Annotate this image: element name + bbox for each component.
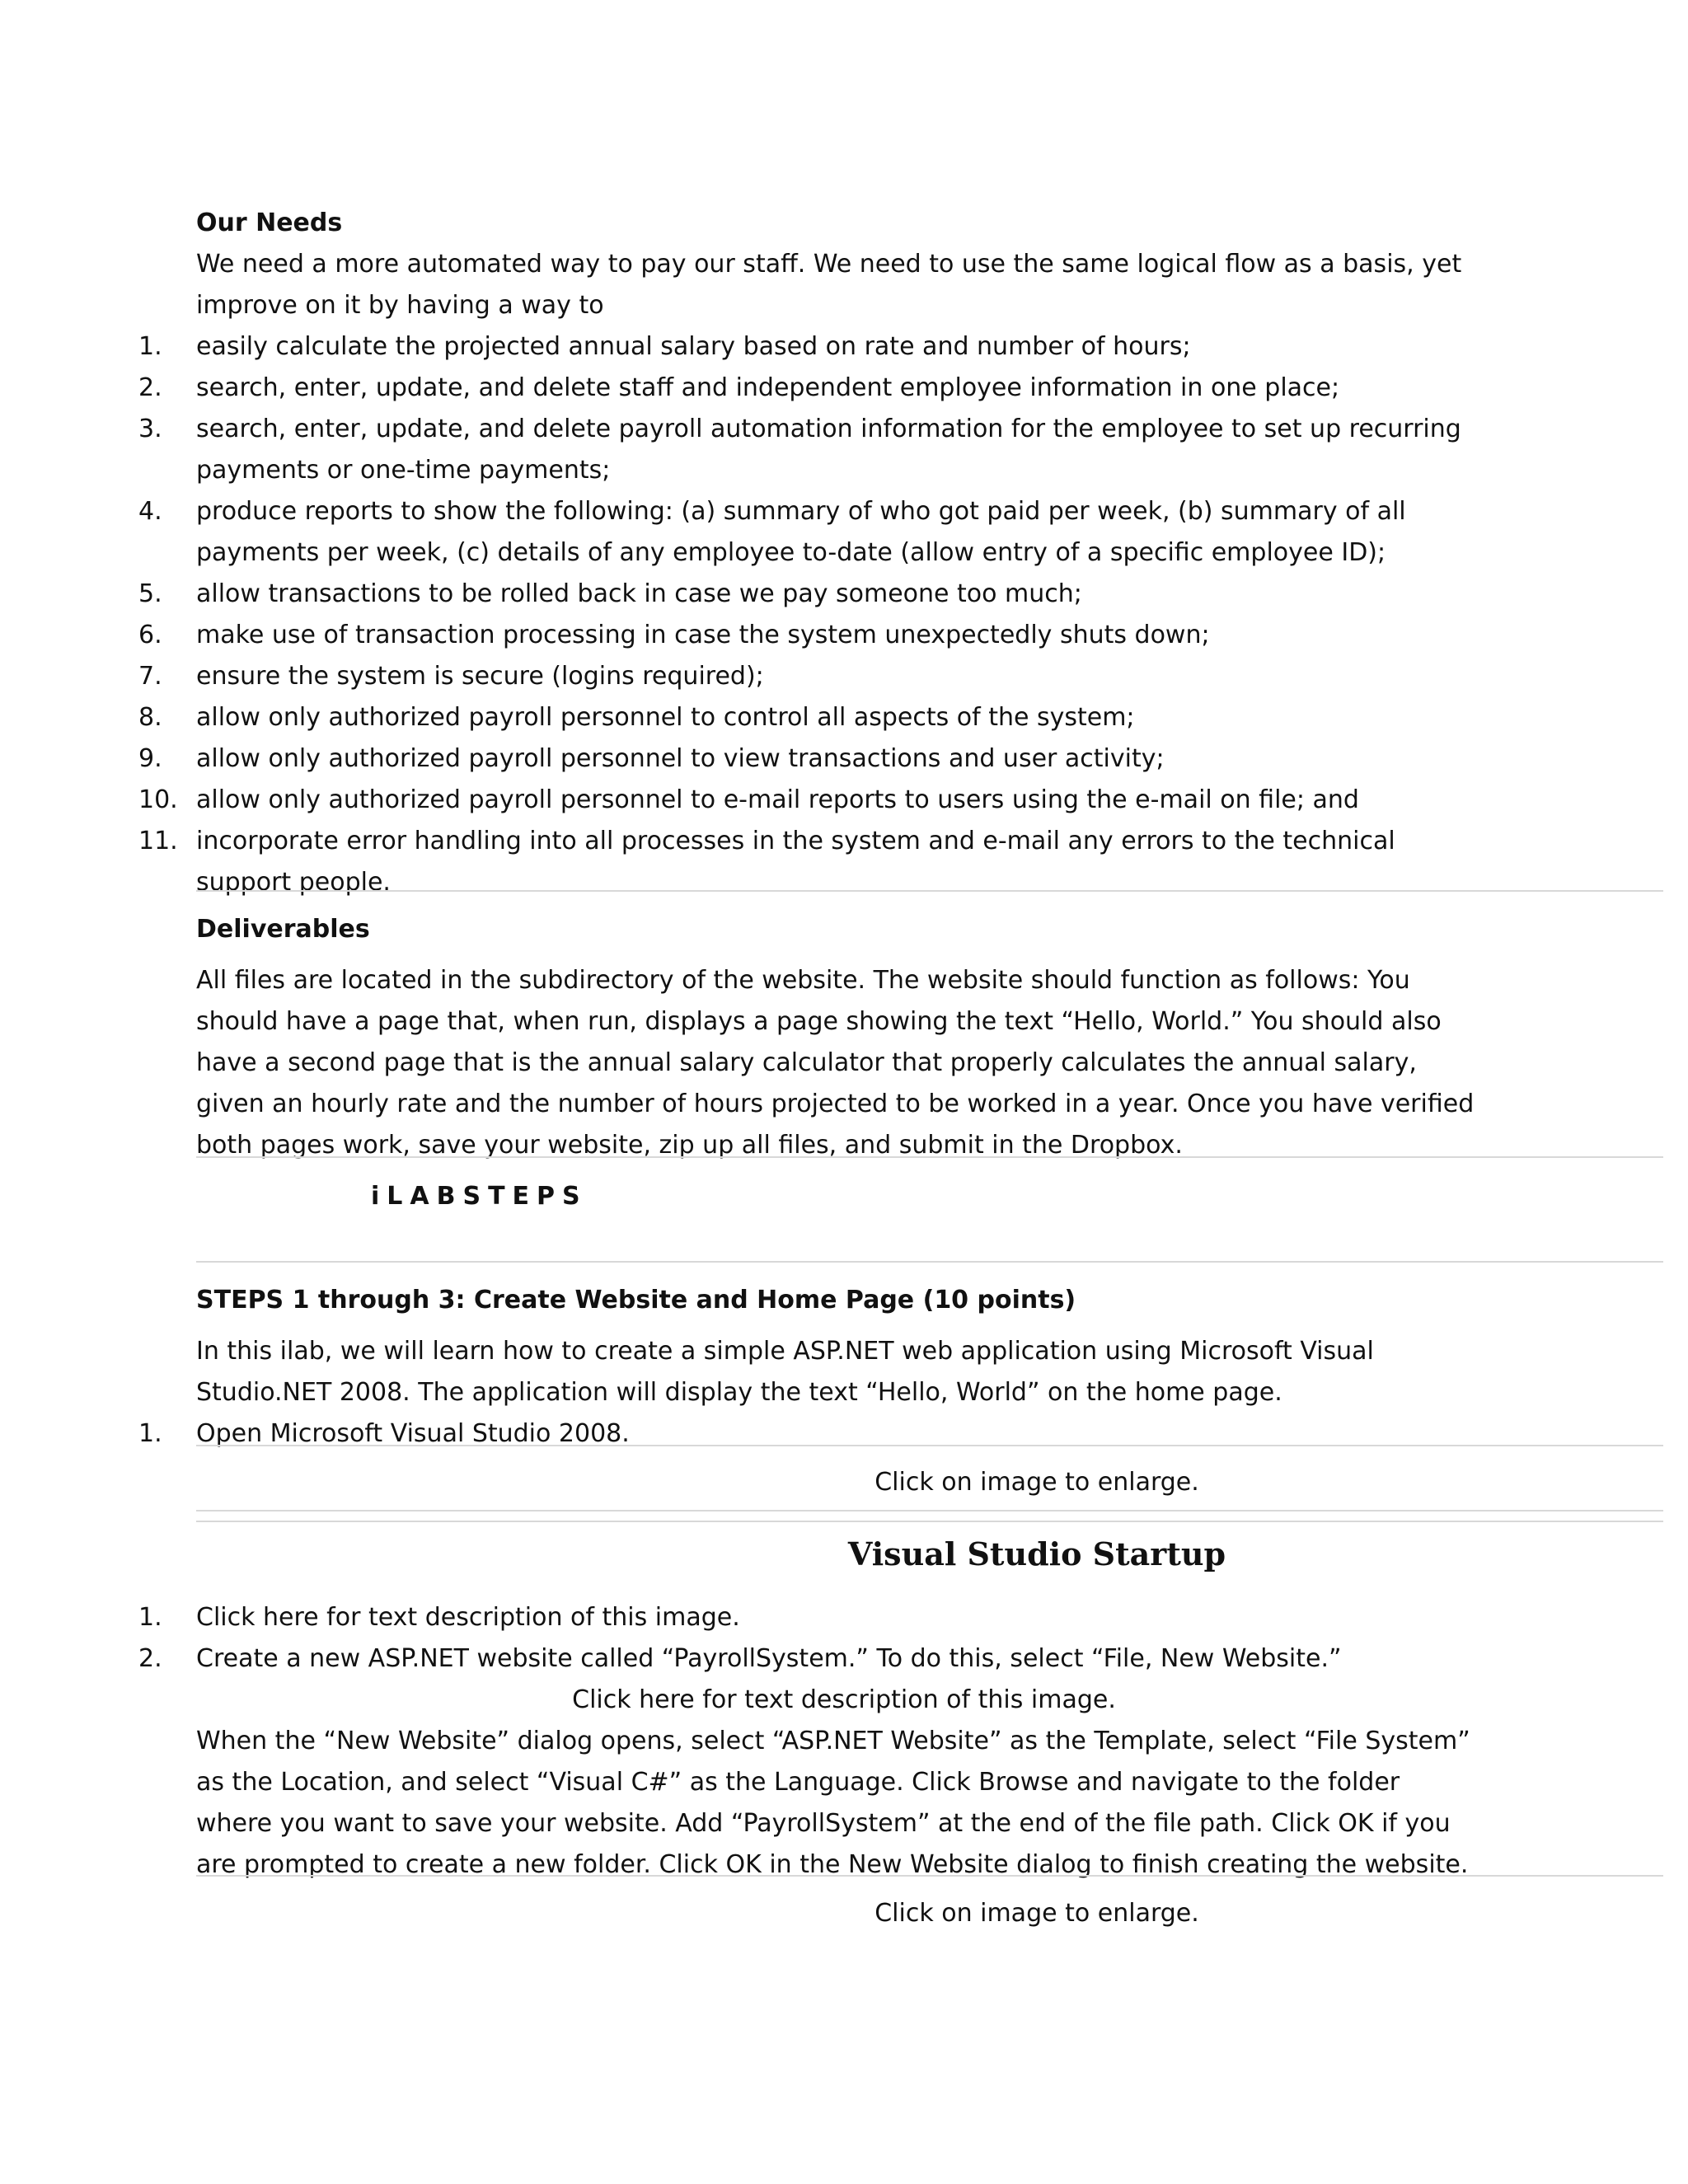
- steps-continued: [138, 1597, 1482, 1680]
- list-text: Create a new ASP.NET website called “PayrollSystem.” To do this, select “File, New Website.”: [196, 1644, 1342, 1673]
- list-number: 8.: [138, 703, 162, 732]
- list-text: easily calculate the projected annual salary based on rate and number of hours;: [196, 332, 1191, 361]
- list-item: [138, 738, 1482, 780]
- enlarge-image-link[interactable]: Click on image to enlarge.: [874, 1899, 1199, 1928]
- steps-section: [138, 1280, 1482, 1455]
- list-text: produce reports to show the following: (a) summary of who got paid per week, (b) summary of all payments per week, (c) details of any employee to-date (allow entry of a specific employee ID);: [196, 497, 1406, 567]
- list-text: search, enter, update, and delete staff and independent employee information in one place;: [196, 373, 1340, 402]
- ilab-steps-banner: iLABSTEPS: [371, 1182, 588, 1211]
- divider: [196, 1875, 1663, 1877]
- our-needs-heading: Our Needs: [196, 209, 343, 237]
- list-item: [138, 574, 1482, 615]
- steps-intro: In this ilab, we will learn how to create a simple ASP.NET web application using Microsoft Visual Studio.NET 2008. The application will display the text “Hello, World” on the home page.: [196, 1337, 1374, 1407]
- dialog-text: When the “New Website” dialog opens, select “ASP.NET Website” as the Template, select “File System” as the Location, and select “Visual C#” as the Language. Click Browse and navigate to the folder where you want to save your website. Add “PayrollSystem” at the end of the file path. Click OK if you are prompted to create a new folder. Click OK in the New Website dialog to finish creating the website.: [196, 1727, 1470, 1879]
- deliverables-section: [196, 909, 1482, 1166]
- list-item: [138, 409, 1482, 491]
- our-needs-section: [138, 203, 1482, 903]
- steps-heading: STEPS 1 through 3: Create Website and Home Page (10 points): [196, 1286, 1076, 1315]
- divider: [196, 890, 1663, 892]
- list-text: allow only authorized payroll personnel to view transactions and user activity;: [196, 744, 1165, 773]
- list-text: ensure the system is secure (logins required);: [196, 662, 764, 691]
- list-number: 11.: [138, 827, 178, 855]
- list-number: 7.: [138, 662, 162, 691]
- enlarge-image-link[interactable]: Click on image to enlarge.: [874, 1468, 1199, 1497]
- list-item: [138, 656, 1482, 697]
- list-item: [138, 780, 1482, 821]
- list-text: make use of transaction processing in case the system unexpectedly shuts down;: [196, 621, 1210, 649]
- list-text: Open Microsoft Visual Studio 2008.: [196, 1419, 630, 1448]
- divider: [196, 1510, 1663, 1511]
- divider: [196, 1521, 1663, 1522]
- list-number: 1.: [138, 1603, 162, 1632]
- deliverables-heading: Deliverables: [196, 915, 370, 944]
- list-text: allow transactions to be rolled back in case we pay someone too much;: [196, 579, 1082, 608]
- list-number: 1.: [138, 332, 162, 361]
- our-needs-intro: We need a more automated way to pay our staff. We need to use the same logical flow as a basis, yet improve on it by having a way to: [196, 250, 1462, 320]
- list-text: allow only authorized payroll personnel to control all aspects of the system;: [196, 703, 1135, 732]
- list-item: [138, 326, 1482, 368]
- list-item: [138, 1597, 1482, 1638]
- list-number: 6.: [138, 621, 162, 649]
- list-number: 2.: [138, 1644, 162, 1673]
- list-number: 4.: [138, 497, 162, 526]
- list-item: [138, 1413, 1482, 1455]
- divider: [196, 1445, 1663, 1446]
- list-item: [138, 491, 1482, 574]
- list-number: 10.: [138, 785, 178, 814]
- list-text: search, enter, update, and delete payroll automation information for the employee to set up recurring payments or one-time payments;: [196, 415, 1461, 485]
- text-description-link[interactable]: Click here for text description of this image.: [196, 1603, 740, 1632]
- text-description-link[interactable]: Click here for text description of this image.: [572, 1685, 1116, 1714]
- list-item: [138, 1638, 1482, 1680]
- divider: [196, 1156, 1663, 1158]
- list-number: 1.: [138, 1419, 162, 1448]
- list-item: [138, 615, 1482, 656]
- list-number: 5.: [138, 579, 162, 608]
- list-number: 3.: [138, 415, 162, 443]
- list-item: [138, 697, 1482, 738]
- list-text: allow only authorized payroll personnel to e-mail reports to users using the e-mail on file; and: [196, 785, 1359, 814]
- figure-title: Visual Studio Startup: [847, 1535, 1226, 1572]
- list-text: incorporate error handling into all processes in the system and e-mail any errors to the technical support people.: [196, 827, 1395, 897]
- needs-list: [138, 326, 1482, 903]
- list-item: [138, 368, 1482, 409]
- dialog-instructions: [196, 1721, 1482, 1886]
- list-number: 2.: [138, 373, 162, 402]
- divider: [196, 1261, 1663, 1263]
- list-number: 9.: [138, 744, 162, 773]
- deliverables-text: All files are located in the subdirectory of the website. The website should function as follows: You should have a page that, when run, displays a page showing the text “Hello, World.” You should also have a second page that is the annual salary calculator that properly calculates the annual salary, given an hourly rate and the number of hours projected to be worked in a year. Once you have verified both pages work, save your website, zip up all files, and submit in the Dropbox.: [196, 966, 1475, 1160]
